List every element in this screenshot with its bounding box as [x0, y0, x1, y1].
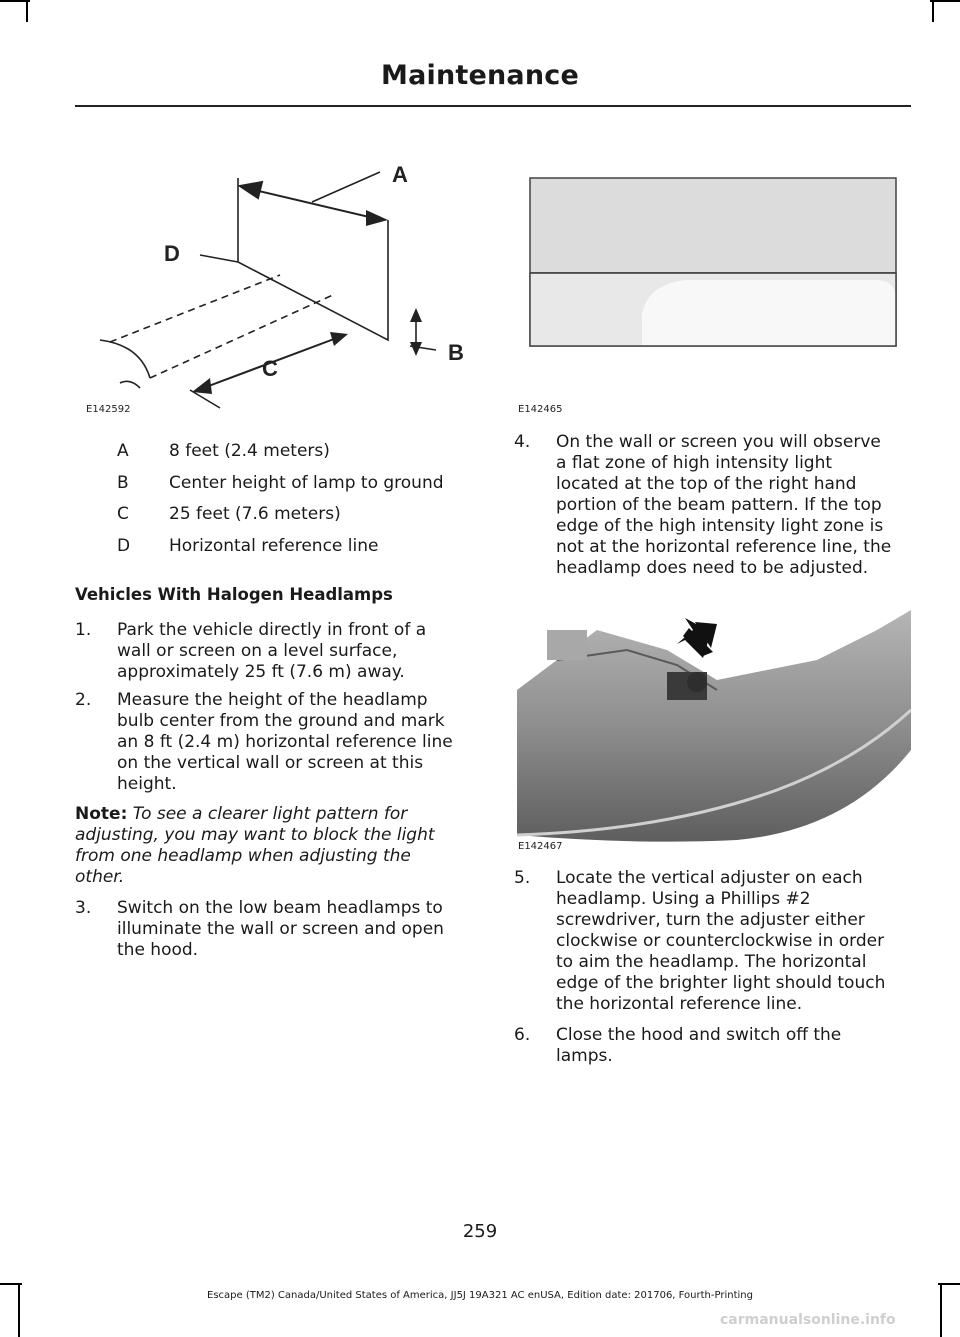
- step-number: 1.: [75, 620, 92, 640]
- step-line: clockwise or counterclockwise in order: [556, 931, 885, 951]
- figure-code: E142465: [518, 404, 563, 415]
- figure-code: E142592: [86, 404, 131, 415]
- step-line: headlamp. Using a Phillips #2: [556, 889, 811, 909]
- step-line: height.: [117, 774, 177, 794]
- step-line: edge of the high intensity light zone is: [556, 516, 884, 536]
- legend-key: B: [117, 473, 129, 493]
- legend-row-b: [117, 473, 444, 493]
- note-line: To see a clearer light pattern for: [132, 804, 408, 824]
- step-line: Close the hood and switch off the: [556, 1025, 842, 1045]
- legend-key: A: [117, 441, 129, 461]
- page-title: Maintenance: [381, 60, 579, 91]
- legend-key: D: [117, 536, 131, 556]
- step-number: 6.: [514, 1025, 531, 1045]
- step-line: an 8 ft (2.4 m) horizontal reference line: [117, 732, 453, 752]
- crop-mark: [932, 0, 934, 22]
- legend-value: 25 feet (7.6 meters): [169, 504, 341, 524]
- legend-key: C: [117, 504, 129, 524]
- step-line: lamps.: [556, 1046, 613, 1066]
- step-number: 4.: [514, 432, 531, 452]
- step-line: on the vertical wall or screen at this: [117, 753, 424, 773]
- step-line: Locate the vertical adjuster on each: [556, 868, 863, 888]
- step-line: headlamp does need to be adjusted.: [556, 558, 869, 578]
- label-d: D: [164, 241, 180, 266]
- step-line: On the wall or screen you will observe: [556, 432, 881, 452]
- figure-code: E142467: [518, 841, 563, 852]
- step-line: the horizontal reference line.: [556, 994, 803, 1014]
- page-number: 259: [462, 1221, 498, 1242]
- note-block: [75, 804, 475, 888]
- step-line: located at the top of the right hand: [556, 474, 857, 494]
- note-line: from one headlamp when adjusting the: [75, 846, 411, 866]
- legend-value: Center height of lamp to ground: [169, 473, 444, 493]
- step-line: wall or screen on a level surface,: [117, 641, 398, 661]
- label-a: A: [392, 162, 408, 187]
- headlamp-adjuster-figure: [517, 590, 911, 852]
- step-number: 3.: [75, 898, 92, 918]
- legend-value: Horizontal reference line: [169, 536, 379, 556]
- step-line: to aim the headlamp. The horizontal: [556, 952, 867, 972]
- beam-pattern-figure: [516, 166, 912, 366]
- step-line: a flat zone of high intensity light: [556, 453, 833, 473]
- note-label: Note:: [75, 804, 128, 824]
- step-line: Park the vehicle directly in front of a: [117, 620, 427, 640]
- legend-row-a: [117, 441, 330, 461]
- headlamp-aiming-diagram: [80, 150, 480, 420]
- legend-row-c: [117, 504, 341, 524]
- crop-mark: [930, 0, 960, 2]
- step-line: illuminate the wall or screen and open: [117, 919, 444, 939]
- step-number: 2.: [75, 690, 92, 710]
- step-line: Measure the height of the headlamp: [117, 690, 428, 710]
- step-line: the hood.: [117, 940, 199, 960]
- note-line: other.: [75, 867, 125, 887]
- section-heading: Vehicles With Halogen Headlamps: [75, 585, 393, 604]
- watermark: carmanualsonline.info: [720, 1312, 896, 1328]
- step-line: bulb center from the ground and mark: [117, 711, 445, 731]
- step-line: screwdriver, turn the adjuster either: [556, 910, 865, 930]
- crop-mark: [26, 0, 28, 22]
- legend-value: 8 feet (2.4 meters): [169, 441, 330, 461]
- footer-edition: Escape (TM2) Canada/United States of America, JJ5J 19A321 AC enUSA, Edition date: 201706, Fourth-Printing: [207, 1290, 753, 1301]
- step-line: approximately 25 ft (7.6 m) away.: [117, 662, 405, 682]
- label-c: C: [262, 356, 278, 381]
- step-line: edge of the brighter light should touch: [556, 973, 886, 993]
- label-b: B: [448, 340, 464, 365]
- legend-row-d: [117, 536, 378, 556]
- note-line: adjusting, you may want to block the light: [75, 825, 435, 845]
- step-line: not at the horizontal reference line, the: [556, 537, 892, 557]
- step-line: Switch on the low beam headlamps to: [117, 898, 443, 918]
- step-number: 5.: [514, 868, 531, 888]
- step-line: portion of the beam pattern. If the top: [556, 495, 882, 515]
- header-divider: [75, 105, 911, 107]
